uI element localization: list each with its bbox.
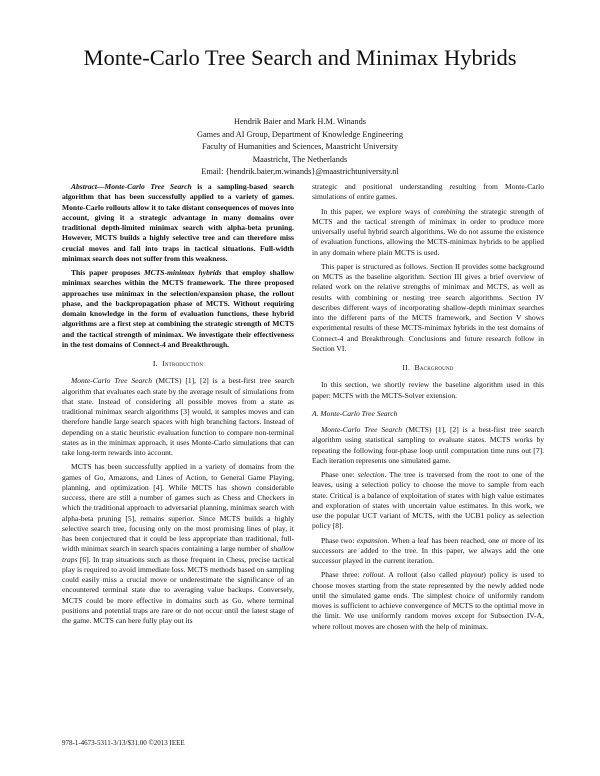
section-title: Background — [414, 363, 454, 372]
body-paragraph: This paper is structured as follows. Section II provides some background on MCTS as the baseline algorithm. Section III gives a brief overview of related work on the relative strengths of minimax and MCTS, as well as results with combining or nesting tree search algorithms. Section IV describes different ways of incorporating shallow-depth minimax searches into the different parts of the MCTS framework, and Section V shows experimental results of these MCTS-minimax hybrids in the test domains of Connect-4 and Breakthrough. Conclusions and future research follow in Section VI. — [312, 261, 544, 353]
paragraph-text: MCTS has been successfully applied in a variety of domains from the games of Go, Amazons, and Lines of Action, to General Game Playing, planning, and optimization [4]. While MCTS has shown considerable success, there are still a number of games such as Chess and Checkers in which the traditional approach to adversarial planning, minimax search with alpha-beta pruning [5], remains superior. Since MCTS builds a highly selective search tree, focusing only on the most promising lines of play, it has been conjectured that it could be less appropriate than traditional, full-width minimax search in search spaces containing a large number of — [62, 462, 294, 554]
body-paragraph — [312, 536, 544, 567]
term-emphasis: expansion — [356, 535, 388, 545]
body-paragraph: In this section, we shortly review the baseline algorithm used in this paper: MCTS with the MCTS-Solver extension. — [312, 380, 544, 400]
section-title: Introduction — [162, 359, 204, 368]
author-email: Email: {hendrik.baier,m.winands}@maastrichtuniversity.nl — [201, 167, 399, 177]
term-emphasis: shallow traps — [62, 544, 294, 564]
subsection-heading: A. Monte-Carlo Tree Search — [312, 408, 398, 418]
term-emphasis: playout — [460, 570, 484, 580]
abstract-text: This paper proposes — [71, 268, 144, 277]
paragraph-text: Phase one: — [321, 470, 358, 479]
abstract-paragraph — [62, 182, 294, 264]
section-number: I. — [152, 359, 158, 368]
abstract-text: is a sampling-based search algorithm that has been successfully applied to a variety of games. Monte-Carlo rollouts allow it to take distant consequences of moves into account, giving it a strategic advantage in many domains over traditional depth-limited minimax search with alpha-beta pruning. However, MCTS builds a highly selective tree and can therefore miss crucial moves and fall into traps in tactical situations. Full-width minimax search does not suffer from this weakness. — [62, 182, 294, 263]
copyright-footer: 978-1-4673-5311-3/13/$31.00 ©2013 IEEE — [62, 739, 185, 747]
body-paragraph — [62, 462, 294, 626]
paper-title: Monte-Carlo Tree Search and Minimax Hybrids — [83, 45, 517, 70]
body-paragraph — [312, 570, 544, 632]
section-number: II. — [402, 363, 411, 372]
affiliation-line: Faculty of Humanities and Sciences, Maastricht University — [201, 142, 399, 152]
abstract-paragraph — [62, 268, 294, 350]
body-paragraph — [312, 207, 544, 258]
abstract-lead: Abstract—Monte-Carlo Tree Search — [71, 182, 192, 191]
term-emphasis: Monte-Carlo Tree Search — [71, 376, 153, 386]
left-column — [62, 182, 294, 626]
paragraph-text: . A rollout (also called — [383, 570, 461, 580]
author-block — [0, 116, 600, 179]
paragraph-text: [6]. In trap situations such as those frequent in Chess, precise tactical play is required to avoid immediate loss. MCTS methods based on sampling could easily miss a crucial move or underestimate the significance of an encountered terminal state due to averaging value backups. Conversely, MCTS could be more effective in domains such as Go, where terminal positions and potential traps are rare or do not occur until the latest stage of the game. MCTS can here fully play out its — [62, 554, 294, 625]
paragraph-text: In this paper, we explore ways of — [321, 206, 434, 216]
term-emphasis: selection — [357, 470, 385, 479]
right-column — [312, 182, 544, 632]
affiliation-line: Maastricht, The Netherlands — [252, 154, 348, 164]
body-paragraph: strategic and positional understanding resulting from Monte-Carlo simulations of entire games. — [312, 182, 544, 202]
term-emphasis: rollout — [363, 570, 384, 580]
paragraph-text: Phase three: — [321, 570, 364, 580]
paragraph-text: ) policy is used to choose moves starting from the state represented by the newly added node until the simulated game ends. The simplest choice of uniformly random moves is sufficient to achieve convergence of MCTS to the optimal move in the limit. We use uniformly random moves except for Subsection IV-A, where rollout moves are chosen with the help of minimax. — [312, 570, 545, 631]
abstract-text: that employ shallow minimax searches within the MCTS framework. The three proposed approaches use minimax in the selection/expansion phase, the rollout phase, and the backpropagation phase of MCTS. Without requiring domain knowledge in the form of evaluation functions, these hybrid algorithms are a first step at combining the strategic strength of MCTS and the tactical strength of minimax. We investigate their effectiveness in the test domains of Connect-4 and Breakthrough. — [62, 268, 294, 349]
paragraph-text: Phase two: — [321, 535, 357, 545]
term-emphasis: Monte-Carlo Tree Search — [321, 425, 403, 434]
paragraph-text: (MCTS) [1], [2] is a best-first tree search algorithm that evaluates each state by the average result of simulations from that state. Instead of considering all possible moves from a state as traditional minimax search algorithms [3] would, it samples moves and can therefore handle large search spaces with high branching factors. Instead of depending on a static heuristic evaluation function to compare non-terminal states as in the minimax approach, it uses Monte-Carlo simulations that can take long-term rewards into account. — [62, 376, 295, 457]
paragraph-text: the strategic strength of MCTS and the tactical strength of minimax in order to produce more universally useful hybrid search algorithms. We do not assume the existence of evaluation functions, allowing the MCTS-minimax hybrids to be applied in any domain where plain MCTS is used. — [312, 206, 544, 257]
affiliation-line: Games and AI Group, Department of Knowledge Engineering — [197, 129, 403, 139]
body-paragraph — [312, 425, 544, 466]
section-heading-background — [312, 363, 544, 373]
abstract-term: MCTS-minimax hybrids — [143, 268, 222, 277]
term-emphasis: combining — [433, 206, 466, 216]
paragraph-text: (MCTS) [1], [2] is a best-first tree search algorithm using statistical sampling to evaluate states. MCTS works by repeating the following four-phase loop until computation time runs out [7]. Each iteration represents one simulated game. — [312, 425, 545, 465]
paragraph-text: . The tree is traversed from the root to one of the leaves, using a selection policy to choose the move to sample from each state. Critical is a balance of exploitation of states with high value estimates and exploration of states with uncertain value estimates. In this work, we use the popular UCT variant of MCTS, with the UCB1 policy as selection policy [8]. — [312, 470, 544, 531]
section-heading-introduction — [62, 359, 294, 369]
author-names: Hendrik Baier and Mark H.M. Winands — [233, 117, 366, 126]
body-paragraph — [312, 470, 544, 532]
body-paragraph — [62, 376, 294, 458]
paragraph-text: . When a leaf has been reached, one or more of its successors are added to the tree. In this paper, we always add the one successor played in the current iteration. — [312, 535, 544, 565]
